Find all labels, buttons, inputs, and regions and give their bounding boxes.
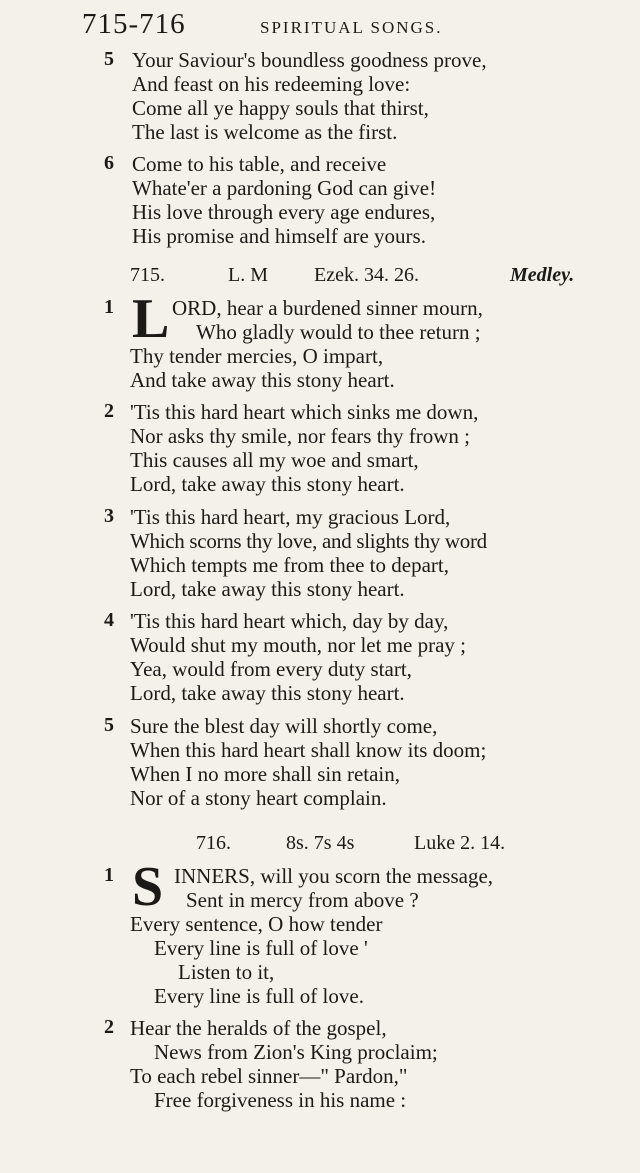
verse-line: Every sentence, O how tender xyxy=(130,912,383,936)
drop-cap: L xyxy=(132,288,170,350)
verse-line: Nor asks thy smile, nor fears thy frown ; xyxy=(130,424,471,448)
verse-line: Whate'er a pardoning God can give! xyxy=(132,176,437,200)
stanza-number: 3 xyxy=(104,505,114,527)
verse-line: When I no more shall sin retain, xyxy=(130,762,401,786)
verse-line: Which scorns thy love, and slights thy word xyxy=(130,529,487,553)
verse-line: Sent in mercy from above ? xyxy=(186,888,419,912)
stanza-number: 2 xyxy=(104,400,114,422)
verse-line: 'Tis this hard heart which, day by day, xyxy=(130,609,449,633)
running-title: SPIRITUAL SONGS. xyxy=(260,18,443,37)
hymn-meter: 8s. 7s 4s xyxy=(286,832,355,854)
scripture-reference: Ezek. 34. 26. xyxy=(314,264,419,286)
verse-line: INNERS, will you scorn the message, xyxy=(174,864,494,888)
verse-line: Lord, take away this stony heart. xyxy=(130,472,405,496)
page-header xyxy=(82,8,622,44)
verse-line: Free forgiveness in his name : xyxy=(154,1088,407,1112)
verse-line: Lord, take away this stony heart. xyxy=(130,681,405,705)
verse-line: Come to his table, and receive xyxy=(132,152,387,176)
scripture-reference: Luke 2. 14. xyxy=(414,832,506,854)
stanza-number: 6 xyxy=(104,152,114,174)
hymn-number: 716. xyxy=(196,832,231,854)
verse-line: To each rebel sinner—" Pardon," xyxy=(130,1064,408,1088)
verse-line: Yea, would from every duty start, xyxy=(130,657,412,681)
verse-line: Come all ye happy souls that thirst, xyxy=(132,96,429,120)
verse-line: Listen to it, xyxy=(178,960,275,984)
verse-line: This causes all my woe and smart, xyxy=(130,448,419,472)
tune-name: Medley. xyxy=(510,264,575,286)
verse-line: Nor of a stony heart complain. xyxy=(130,786,387,810)
verse-line: Thy tender mercies, O impart, xyxy=(130,344,384,368)
stanza-number: 4 xyxy=(104,609,114,631)
verse-line: And take away this stony heart. xyxy=(130,368,395,392)
drop-cap: S xyxy=(132,856,164,918)
verse-line: Every line is full of love ' xyxy=(154,936,368,960)
stanza-number: 1 xyxy=(104,296,114,318)
stanza-number: 5 xyxy=(104,48,114,70)
page-number: 715-716 xyxy=(82,8,186,40)
verse-line: Which tempts me from thee to depart, xyxy=(130,553,449,577)
stanza-number: 5 xyxy=(104,714,114,736)
verse-line: News from Zion's King proclaim; xyxy=(154,1040,438,1064)
stanza-number: 1 xyxy=(104,864,114,886)
verse-line: 'Tis this hard heart which sinks me down, xyxy=(130,400,479,424)
verse-line: Lord, take away this stony heart. xyxy=(130,577,405,601)
verse-line: ORD, hear a burdened sinner mourn, xyxy=(172,296,483,320)
verse-line: His promise and himself are yours. xyxy=(132,224,426,248)
hymn-number: 715. xyxy=(130,264,165,286)
verse-line: Who gladly would to thee return ; xyxy=(196,320,481,344)
verse-line: 'Tis this hard heart, my gracious Lord, xyxy=(130,505,451,529)
hymn-715-heading xyxy=(130,264,610,290)
verse-line: When this hard heart shall know its doom; xyxy=(130,738,487,762)
verse-line: The last is welcome as the first. xyxy=(132,120,398,144)
verse-line: His love through every age endures, xyxy=(132,200,436,224)
hymn-meter: L. M xyxy=(228,264,268,286)
verse-line: Every line is full of love. xyxy=(154,984,364,1008)
verse-line: Your Saviour's boundless goodness prove, xyxy=(132,48,487,72)
verse-line: Hear the heralds of the gospel, xyxy=(130,1016,387,1040)
verse-line: And feast on his redeeming love: xyxy=(132,72,411,96)
hymn-716-heading xyxy=(196,832,616,858)
verse-line: Would shut my mouth, nor let me pray ; xyxy=(130,633,467,657)
verse-line: Sure the blest day will shortly come, xyxy=(130,714,438,738)
stanza-number: 2 xyxy=(104,1016,114,1038)
